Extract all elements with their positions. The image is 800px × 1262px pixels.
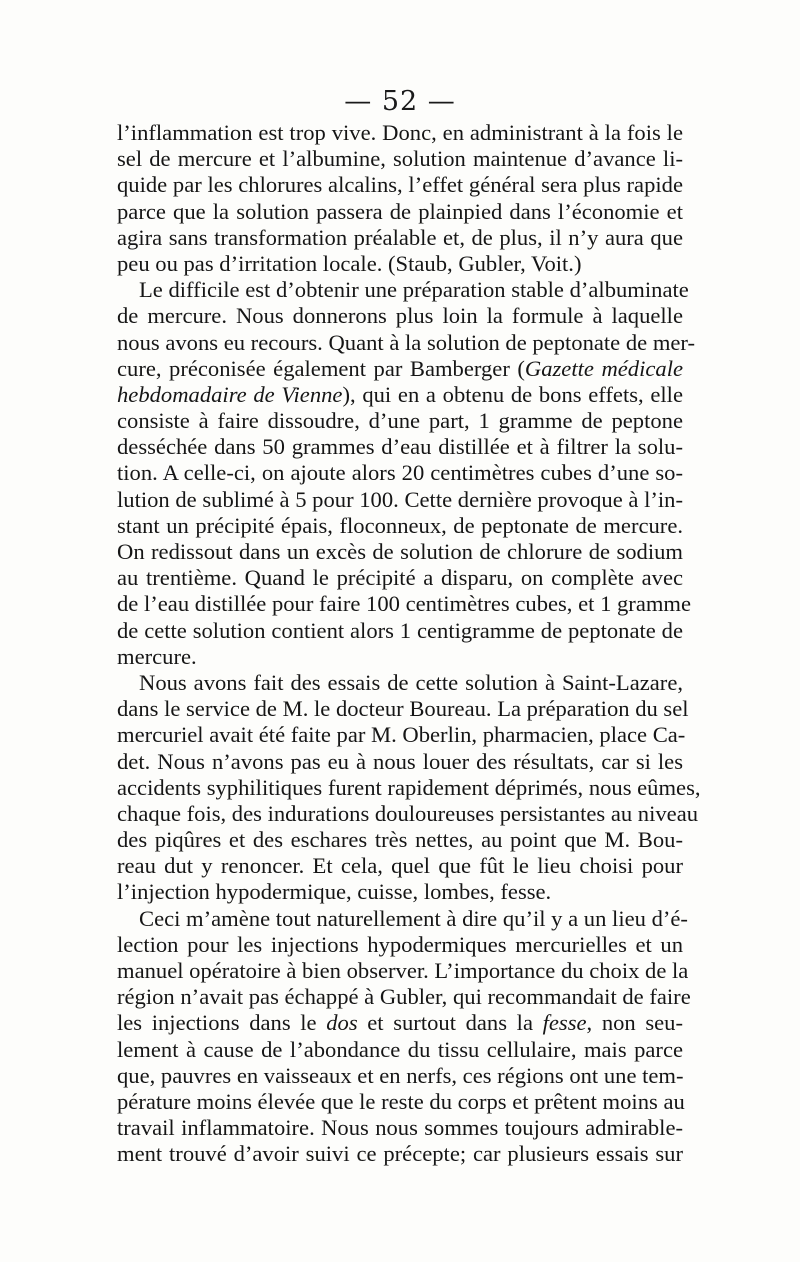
text-line: quide par les chlorures alcalins, l’effet général sera plus rapide bbox=[117, 172, 683, 198]
text-line: det. Nous n’avons pas eu à nous louer des résultats, car si les bbox=[117, 748, 683, 774]
text-line: accidents syphilitiques furent rapidement déprimés, nous eûmes, bbox=[117, 774, 701, 800]
text-line: tion. A celle-ci, on ajoute alors 20 centimètres cubes d’une so- bbox=[117, 460, 683, 486]
text-line: au trentième. Quand le précipité a disparu, on complète avec bbox=[117, 565, 683, 591]
text-line: mercuriel avait été faite par M. Oberlin, pharmacien, place Ca- bbox=[117, 722, 686, 748]
page-number: — 52 — bbox=[344, 86, 456, 117]
text-line: de cette solution contient alors 1 centigramme de peptonate de bbox=[117, 617, 683, 643]
text-line: parce que la solution passera de plainpied dans l’économie et bbox=[117, 198, 683, 224]
text-line: que, pauvres en vaisseaux et en nerfs, ces régions ont une tem- bbox=[117, 1062, 684, 1088]
text-line: hebdomadaire de Vienne), qui en a obtenu de bons effets, elle bbox=[117, 381, 683, 407]
text-line: pérature moins élevée que le reste du corps et prêtent moins au bbox=[117, 1088, 685, 1114]
text-line: stant un précipité épais, floconneux, de peptonate de mercure. bbox=[117, 512, 683, 538]
journal-title: Gazette médicale bbox=[524, 355, 683, 381]
text-line: dans le service de M. le docteur Boureau. La préparation du sel bbox=[117, 696, 689, 722]
text-line: manuel opératoire à bien observer. L’importance du choix de la bbox=[117, 958, 689, 983]
text-line: de mercure. Nous donnerons plus loin la formule à laquelle bbox=[117, 303, 683, 329]
text-line: nous avons eu recours. Quant à la solution de peptonate de mer- bbox=[117, 329, 696, 355]
text-line: mercure. bbox=[117, 643, 197, 669]
body-text bbox=[117, 120, 701, 1168]
text-line: cure, préconisée également par Bamberger (Gazette médicale bbox=[117, 355, 683, 381]
text-line: de l’eau distillée pour faire 100 centimètres cubes, et 1 gramme bbox=[117, 591, 692, 617]
text-line: On redissout dans un excès de solution de chlorure de sodium bbox=[117, 539, 683, 564]
text-line: peu ou pas d’irritation locale. (Staub, Gubler, Voit.) bbox=[117, 250, 582, 276]
text-line: les injections dans le dos et surtout dans la fesse, non seu- bbox=[117, 1010, 684, 1036]
text-line: lution de sublimé à 5 pour 100. Cette dernière provoque à l’in- bbox=[117, 486, 683, 512]
text-line: lement à cause de l’abondance du tissu cellulaire, mais parce bbox=[117, 1036, 683, 1062]
text-line: ment trouvé d’avoir suivi ce précepte; car plusieurs essais sur bbox=[117, 1141, 683, 1167]
text-line: chaque fois, des indurations douloureuses persistantes au niveau bbox=[117, 800, 699, 826]
text-line: travail inflammatoire. Nous nous sommes toujours admirable- bbox=[117, 1115, 683, 1141]
journal-title: hebdomadaire de Vienne bbox=[117, 381, 343, 407]
text-line: agira sans transformation préalable et, de plus, il n’y aura que bbox=[117, 224, 683, 250]
text-line: reau dut y renoncer. Et cela, quel que fût le lieu choisi pour bbox=[117, 853, 683, 879]
text-line: sel de mercure et l’albumine, solution maintenue d’avance li- bbox=[117, 146, 683, 172]
text-line: consiste à faire dissoudre, d’une part, 1 gramme de peptone bbox=[117, 408, 683, 434]
text-line: l’inflammation est trop vive. Donc, en administrant à la fois le bbox=[117, 120, 683, 145]
text-line: Le difficile est d’obtenir une préparation stable d’albuminate bbox=[139, 277, 689, 303]
text-line: région n’avait pas échappé à Gubler, qui recommandait de faire bbox=[117, 984, 691, 1010]
text-line: lection pour les injections hypodermiques mercurielles et un bbox=[117, 931, 683, 957]
text-line: Nous avons fait des essais de cette solution à Saint-Lazare, bbox=[139, 669, 683, 695]
text-line: l’injection hypodermique, cuisse, lombes, fesse. bbox=[117, 879, 552, 905]
text-line: des piqûres et des eschares très nettes, au point que M. Bou- bbox=[117, 827, 683, 853]
text-line: Ceci m’amène tout naturellement à dire qu’il y a un lieu d’é- bbox=[139, 905, 688, 931]
text-line: desséchée dans 50 grammes d’eau distillée et à filtrer la solu- bbox=[117, 434, 683, 460]
